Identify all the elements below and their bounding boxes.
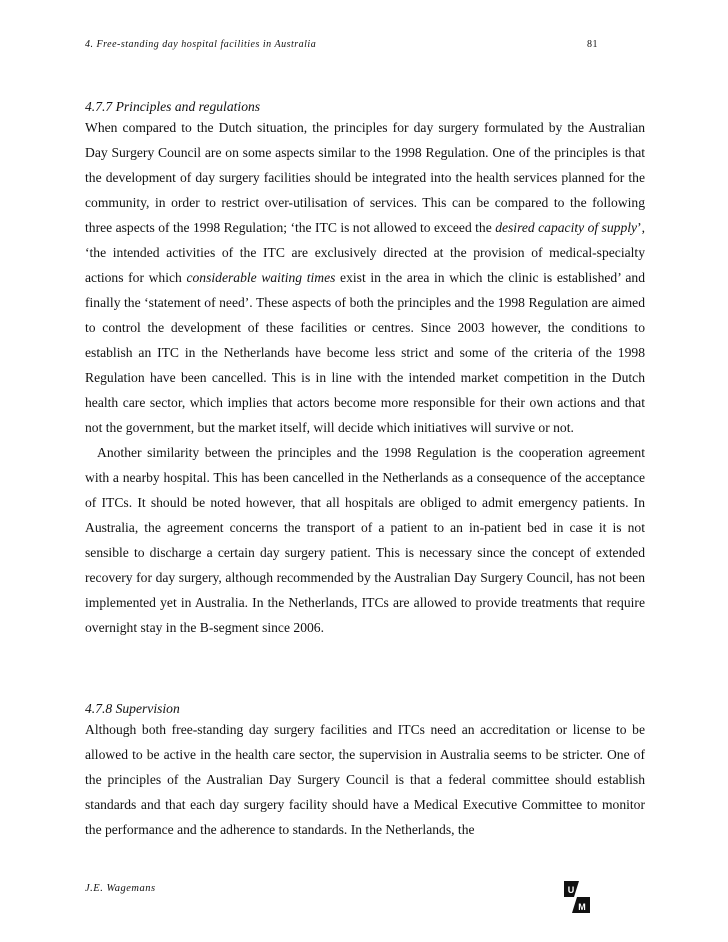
logo-letter-m: M	[578, 902, 586, 912]
body-paragraph	[85, 115, 645, 440]
text-run: When compared to the Dutch situation, the principles for day surgery formulated by the Australian Day Surgery Council are on some aspects similar to the 1998 Regulation. One of the principles is that the development of day surgery facilities should be integrated into the health services planned for the community, in order to restrict over-utilisation of services. This can be compared to the following three aspects of the 1998 Regulation; ‘the ITC is not allowed to exceed the	[85, 120, 645, 235]
body-paragraph: Although both free-standing day surgery facilities and ITCs need an accreditation or license to be allowed to be active in the health care sector, the supervision in Australia seems to be stricter. One of the principles of the Australian Day Surgery Council is that a federal committee should establish standards and that each day surgery facility should have a Medical Executive Committee to monitor the performance and the adherence to standards. In the Netherlands, the	[85, 722, 645, 837]
running-header	[85, 39, 645, 50]
logo-letter-u: U	[567, 885, 575, 895]
section-principles-and-regulations	[85, 98, 645, 640]
section-heading: 4.7.8 Supervision	[85, 701, 180, 716]
section-supervision	[85, 700, 645, 842]
body-paragraph: Another similarity between the principles and the 1998 Regulation is the cooperation agreement with a nearby hospital. This has been cancelled in the Netherlands as a consequence of the acceptance of ITCs. It should be noted however, that all hospitals are obliged to admit emergency patients. In Australia, the agreement concerns the transport of a patient to an in-patient bed in case it is not sensible to discharge a certain day surgery patient. This is necessary since the concept of extended recovery for day surgery, although recommended by the Australian Day Surgery Council, has not been implemented yet in Australia. In the Netherlands, ITCs are allowed to provide treatments that require overnight stay in the B-segment since 2006.	[85, 445, 645, 635]
emphasis-text: considerable waiting times	[186, 270, 336, 285]
page-number: 81	[587, 39, 598, 50]
emphasis-text: desired capacity of supply	[495, 220, 638, 235]
section-heading: 4.7.7 Principles and regulations	[85, 99, 261, 114]
text-run: exist in the area in which the clinic is established’ and finally the ‘statement of need’. These aspects of both the principles and the 1998 Regulation are aimed to control the development of these facilities or centres. Since 2003 however, the conditions to establish an ITC in the Netherlands have become less strict and some of the criteria of the 1998 Regulation have been cancelled. This is in line with the intended market competition in the Dutch health care sector, which implies that actors become more responsible for their own actions and that not the government, but the market itself, will decide which initiatives will survive or not.	[85, 270, 645, 435]
university-logo-icon	[561, 880, 593, 914]
author-footer: J.E. Wagemans	[85, 883, 156, 894]
text-run: ’, ‘the intended activities of the ITC are exclusively directed at the provision of medical-specialty actions for which	[85, 220, 645, 285]
chapter-title: 4. Free-standing day hospital facilities in Australia	[85, 39, 317, 50]
